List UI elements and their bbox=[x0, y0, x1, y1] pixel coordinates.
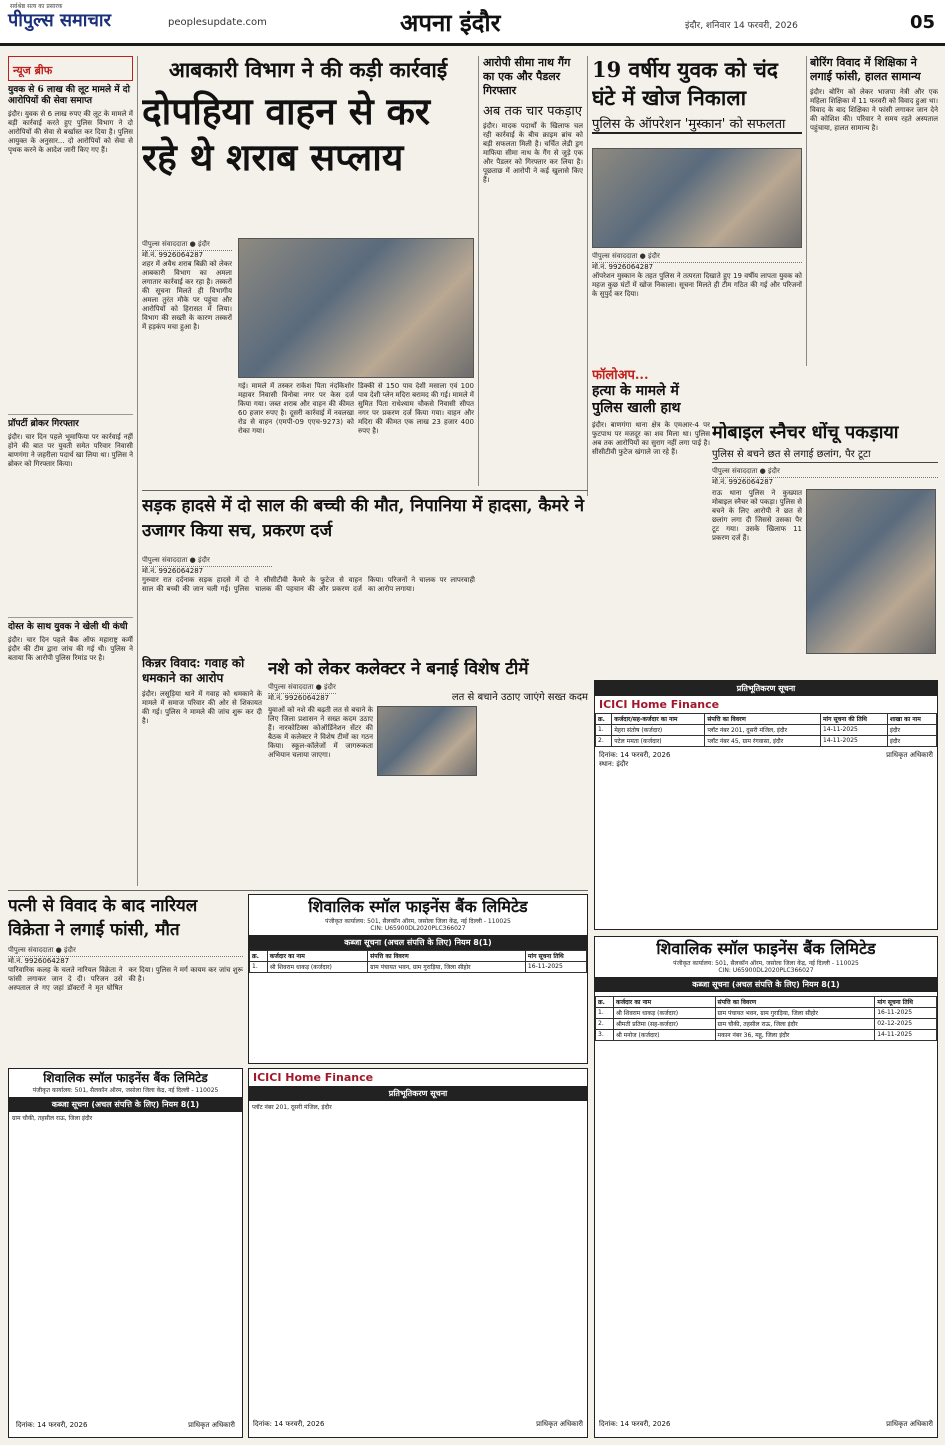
nasha-byline-name: पीपुल्स संवाददाता bbox=[268, 683, 314, 691]
mobile-phone: मो.नं. 9926064287 bbox=[712, 478, 774, 486]
accident-body: गुरुवार रात दर्दनाक सड़क हादसे में दो साल की बच्ची की जान चली गई। पुलिस ने सीसीटीवी कैमरे के फुटेज से वाहन चालक की पहचान की और प्रकरण दर्ज किया। परिजनों ने चालक पर लापरवाही का आरोप लगाया। bbox=[142, 576, 475, 593]
lead-story-headline[interactable]: दोपहिया वाहन से कर रहे थे शराब सप्लाय bbox=[142, 89, 431, 179]
kinnar-body: इंदौर। लसूड़िया थाने में गवाह को धमकाने के मामले में समाज परिवार की ओर से शिकायत की गई। पुलिस ने मामले की जांच शुरू कर दी है। bbox=[142, 690, 262, 725]
lead-body-col2: गई। मामले में तस्कर राकेश पिता नंदकिशोर महावर निवासी विनोबा नगर पर केस दर्ज किया गया। जब्त शराब और वाहन की कीमत 60 हजार रुपए है। दूसरी कार्रवाई में नवलखा रोड से वाहन (एमपी-09 एएच-9273) को रोका गया। bbox=[238, 382, 354, 435]
lead-byline-name: पीपुल्स संवाददाता bbox=[142, 240, 188, 248]
shivalik-title: शिवालिक स्मॉल फाइनेंस बैंक लिमिटेड bbox=[43, 1071, 208, 1085]
nasha-photo bbox=[377, 706, 477, 776]
table-cell: 14-11-2025 bbox=[820, 725, 887, 736]
followup-label: फॉलोअप... bbox=[592, 368, 649, 383]
suicide-byline-place: इंदौर bbox=[64, 946, 76, 954]
news-brief-column bbox=[8, 56, 133, 886]
shivalik-col-header: क्र. bbox=[250, 951, 268, 962]
accident-phone: मो.नं. 9926064287 bbox=[142, 567, 204, 575]
shivalik-table-center bbox=[249, 950, 587, 973]
shivalik-col-header: संपत्ति का विवरण bbox=[368, 951, 526, 962]
icici-bottom-date: दिनांक: 14 फरवरी, 2026 bbox=[253, 1420, 325, 1428]
icici-logo: ICICI Home Finance bbox=[599, 698, 720, 711]
mobile-body: राऊ थाना पुलिस ने कुख्यात मोबाइल स्नैचर को पकड़ा। पुलिस से बचने के लिए आरोपी ने छत से छलांग लगा दी जिससे उसका पैर टूट गया। उसके खिलाफ 11 प्रकरण दर्ज हैं। bbox=[712, 489, 802, 542]
lead-story-header bbox=[142, 56, 474, 236]
mobile-story bbox=[712, 422, 938, 672]
followup-body: इंदौर। बाणगंगा थाना क्षेत्र के एमआर-4 पर फुटपाथ पर मजदूर का शव मिला था। पुलिस अब तक आरोपियों का सुराग नहीं लगा पाई है। सीसीटीवी फुटेज खंगाले जा रहे हैं। bbox=[592, 421, 710, 456]
lead-story-col1 bbox=[142, 240, 232, 484]
brief-2-headline[interactable]: प्रॉपर्टी ब्रोकर गिरफ्तार bbox=[8, 414, 133, 430]
muskaan-byline-place: इंदौर bbox=[648, 252, 660, 260]
table-cell: प्लॉट नंबर 45, ग्राम रंगवासा, इंदौर bbox=[705, 736, 821, 747]
shivalik-ad-right bbox=[594, 936, 938, 1438]
suicide-phone: मो.नं. 9926064287 bbox=[8, 957, 70, 965]
table-row bbox=[596, 1019, 937, 1030]
icici-col-header: कर्जदार/सह-कर्जदार का नाम bbox=[612, 714, 705, 725]
table-cell: श्री शिवराम धाकड़ (कर्जदार) bbox=[267, 962, 367, 973]
shivalik-table-right bbox=[595, 996, 937, 1041]
icici-col-header: मांग सूचना की तिथि bbox=[820, 714, 887, 725]
icici-header-row bbox=[596, 714, 937, 725]
accident-byline-name: पीपुल्स संवाददाता bbox=[142, 556, 188, 564]
table-cell: श्री शिवराम धाकड़ (कर्जदार) bbox=[613, 1008, 715, 1019]
muskaan-byline: पीपुल्स संवाददाता ● इंदौर bbox=[592, 252, 802, 263]
kinnar-story bbox=[142, 656, 262, 886]
followup-story bbox=[592, 365, 710, 670]
icici-ad bbox=[594, 680, 938, 930]
shivalik-title: शिवालिक स्मॉल फाइनेंस बैंक लिमिटेड bbox=[308, 897, 528, 916]
shivalik-ad-left bbox=[8, 1068, 243, 1438]
table-cell: 3. bbox=[596, 1030, 614, 1041]
shivalik-notice: कब्जा सूचना (अचल संपत्ति के लिए) नियम 8(1) bbox=[9, 1097, 242, 1112]
nasha-body-row bbox=[268, 706, 588, 776]
lead-body-col3: डिक्की से 150 पाव देशी मसाला एवं 100 पाव देशी प्लेन मदिरा बरामद की गई। मामले में सुमित पिता राधेश्याम चौकसे निवासी सीपत नगर पर प्रकरण दर्ज किया गया। वाहन और मदिरा की कीमत एक लाख 23 हजार 400 रुपए है। bbox=[358, 382, 474, 435]
table-row bbox=[596, 1008, 937, 1019]
lead-byline: पीपुल्स संवाददाता ● इंदौर bbox=[142, 240, 232, 251]
column-divider bbox=[806, 56, 807, 366]
shivalik-left-signatory: प्राधिकृत अधिकारी bbox=[188, 1421, 235, 1429]
icici-footer bbox=[595, 747, 937, 773]
shivalik-header-row bbox=[250, 951, 587, 962]
table-row bbox=[250, 962, 587, 973]
shivalik-ad-center bbox=[248, 894, 588, 1064]
aropi-story bbox=[483, 56, 583, 486]
lead-story-kicker: आबकारी विभाग ने की कड़ी कार्रवाई bbox=[168, 57, 448, 82]
icici-date-place bbox=[599, 751, 670, 769]
table-cell: इंदौर bbox=[887, 736, 936, 747]
aropi-subheadline: अब तक चार पकड़ाए bbox=[483, 104, 582, 119]
table-row bbox=[596, 736, 937, 747]
boring-story bbox=[810, 56, 938, 366]
shivalik-header-row bbox=[596, 997, 937, 1008]
kinnar-headline[interactable]: किन्नर विवाद: गवाह को धमकाने का आरोप bbox=[142, 656, 245, 685]
table-cell: 1. bbox=[250, 962, 268, 973]
table-cell: 14-11-2025 bbox=[875, 1030, 937, 1041]
table-cell: मेहरा संतोष (कर्जदार) bbox=[612, 725, 705, 736]
table-cell: 14-11-2025 bbox=[820, 736, 887, 747]
nasha-headline[interactable]: नशे को लेकर कलेक्टर ने बनाई विशेष टीमें bbox=[268, 659, 529, 679]
mobile-headline[interactable]: मोबाइल स्नैचर धोंचू पकड़ाया bbox=[712, 422, 899, 443]
website-link[interactable]: peoplesupdate.com bbox=[168, 17, 267, 28]
shivalik-cin: CIN: U65900DL2020PLC366027 bbox=[370, 925, 466, 932]
muskaan-byline-name: पीपुल्स संवाददाता bbox=[592, 252, 638, 260]
suicide-headline[interactable]: पत्नी से विवाद के बाद नारियल विक्रेता ने लगाई फांसी, मौत bbox=[8, 896, 198, 940]
icici-col-header: संपत्ति का विवरण bbox=[705, 714, 821, 725]
aropi-headline[interactable]: आरोपी सीमा नाथ गैंग का एक और पैडलर गिरफ्तार bbox=[483, 56, 571, 97]
suicide-byline-name: पीपुल्स संवाददाता bbox=[8, 946, 54, 954]
shivalik-notice: कब्जा सूचना (अचल संपत्ति के लिए) नियम 8(1) bbox=[249, 935, 587, 950]
shivalik-cin: CIN: U65900DL2020PLC366027 bbox=[718, 967, 814, 974]
table-cell: पटेल ममता (कर्जदार) bbox=[612, 736, 705, 747]
column-divider bbox=[587, 56, 588, 496]
table-cell: 02-12-2025 bbox=[875, 1019, 937, 1030]
dateline: इंदौर, शनिवार 14 फरवरी, 2026 bbox=[685, 21, 798, 31]
icici-notice-heading: प्रतिभूतिकरण सूचना bbox=[249, 1086, 587, 1101]
shivalik-col-header: क्र. bbox=[596, 997, 614, 1008]
shivalik-col-header: कर्जदार का नाम bbox=[267, 951, 367, 962]
mobile-byline-name: पीपुल्स संवाददाता bbox=[712, 467, 758, 475]
aropi-body: इंदौर। मादक पदार्थों के खिलाफ चल रही कार्रवाई के बीच क्राइम ब्रांच को बड़ी सफलता मिली है। चर्चित लेडी ड्रग माफिया सीमा नाथ के गैंग से जुड़े एक और पैडलर को गिरफ्तार कर लिया है। पूछताछ में आरोपी ने कई खुलासे किए हैं। bbox=[483, 122, 583, 184]
table-row bbox=[596, 1030, 937, 1041]
shivalik-col-header: मांग सूचना तिथि bbox=[525, 951, 586, 962]
icici-col-header: शाखा का नाम bbox=[887, 714, 936, 725]
nasha-body: युवाओं को नशे की बढ़ती लत से बचाने के लिए जिला प्रशासन ने सख्त कदम उठाए हैं। नारकोटिक्स कोऑर्डिनेशन सेंटर की बैठक में कलेक्टर ने विशेष टीमों का गठन किया। स्कूल-कॉलेजों में जागरूकता अभियान चलाया जाएगा। bbox=[268, 706, 373, 759]
icici-bottom-signatory: प्राधिकृत अधिकारी bbox=[536, 1420, 583, 1428]
icici-logo: ICICI Home Finance bbox=[253, 1071, 374, 1084]
mobile-body-row bbox=[712, 489, 938, 654]
table-cell: ग्राम पंचायत भवन, ग्राम गुराड़िया, जिला सीहोर bbox=[368, 962, 526, 973]
lead-story-photo bbox=[238, 238, 474, 378]
shivalik-address: पंजीकृत कार्यालय: 501, सैलकॉन ऑरम, जसोला जिला केंद्र, नई दिल्ली - 110025 bbox=[325, 918, 511, 925]
shivalik-right-footer bbox=[595, 1416, 937, 1433]
brief-3-headline[interactable]: दोस्त के साथ युवक ने खेली थी कंधी bbox=[8, 617, 133, 633]
shivalik-right-signatory: प्राधिकृत अधिकारी bbox=[886, 1420, 933, 1428]
muskaan-headline[interactable]: 19 वर्षीय युवक को चंद घंटे में खोज निकाला bbox=[592, 57, 778, 110]
suicide-story bbox=[8, 894, 243, 1064]
mobile-subheadline: पुलिस से बचने छत से लगाई छलांग, पैर टूटा bbox=[712, 446, 938, 463]
shivalik-col-header: मांग सूचना तिथि bbox=[875, 997, 937, 1008]
icici-notice-heading: प्रतिभूतिकरण सूचना bbox=[595, 681, 937, 696]
brief-2-body: इंदौर। चार दिन पहले भूमाफिया पर कार्रवाई नहीं होने की बात पर युवती समेत परिवार निवासी बाणगंगा ने जहरीला पदार्थ खा लिया था। पुलिस ने ब्रोकर को गिरफ्तार किया। bbox=[8, 433, 133, 468]
boring-body: इंदौर। बोरिंग को लेकर भाजपा नेत्री और एक महिला शिक्षिका में 11 फरवरी को विवाद हुआ था। विवाद के बाद शिक्षिका ने फांसी लगाकर जान देने की कोशिश की। परिवार ने समय रहते अस्पताल पहुंचाया, हालत सामान्य है। bbox=[810, 88, 938, 132]
nasha-meta-row bbox=[268, 683, 588, 703]
masthead-tag: सर्वश्रेष्ठ सत्य का प्रसारक bbox=[10, 3, 63, 10]
suicide-byline: पीपुल्स संवाददाता ● इंदौर bbox=[8, 946, 243, 957]
shivalik-notice: कब्जा सूचना (अचल संपत्ति के लिए) नियम 8(1) bbox=[595, 977, 937, 992]
accident-byline-place: इंदौर bbox=[198, 556, 210, 564]
shivalik-address: पंजीकृत कार्यालय: 501, सैलकॉन ऑरम, जसोला जिला केंद्र, नई दिल्ली - 110025 bbox=[673, 960, 859, 967]
shivalik-left-date: दिनांक: 14 फरवरी, 2026 bbox=[16, 1421, 88, 1429]
icici-date: दिनांक: 14 फरवरी, 2026 bbox=[599, 751, 671, 759]
shivalik-right-date: दिनांक: 14 फरवरी, 2026 bbox=[599, 1420, 671, 1428]
icici-bottom-body: प्लॉट नंबर 201, दूसरी मंजिल, इंदौर bbox=[252, 1104, 332, 1111]
table-cell: प्लॉट नंबर 201, दूसरी मंजिल, इंदौर bbox=[705, 725, 821, 736]
table-cell: ग्राम चौकी, तहसील राऊ, जिला इंदौर bbox=[715, 1019, 875, 1030]
accident-byline: पीपुल्स संवाददाता ● इंदौर bbox=[142, 556, 272, 567]
table-cell: 2. bbox=[596, 736, 612, 747]
newspaper-logo[interactable]: पीपुल्स समाचार bbox=[8, 10, 111, 31]
table-cell: 1. bbox=[596, 725, 612, 736]
icici-signatory: प्राधिकृत अधिकारी bbox=[886, 751, 933, 759]
lead-body-col1: शहर में अवैध शराब बिक्री को लेकर आबकारी विभाग का अमला लगातार कार्रवाई कर रहा है। तस्करों की सूचना मिलते ही विभागीय अमला तुरंत मौके पर पहुंचा और आरोपियों को हिरासत में लिया। विभाग की सख्ती के कारण तस्करों में हड़कंप मचा हुआ है। bbox=[142, 260, 232, 331]
column-divider bbox=[137, 56, 138, 886]
lead-story-col3 bbox=[358, 382, 474, 482]
nasha-subheadline: लत से बचाने उठाए जाएंगे सख्त कदम bbox=[451, 692, 588, 703]
accident-story-header bbox=[142, 494, 588, 554]
lead-phone: मो.नं. 9926064287 bbox=[142, 251, 204, 259]
followup-headline[interactable]: हत्या के मामले में पुलिस खाली हाथ bbox=[592, 383, 681, 416]
table-cell: 1. bbox=[596, 1008, 614, 1019]
section-divider bbox=[8, 890, 588, 891]
shivalik-col-header: संपत्ति का विवरण bbox=[715, 997, 875, 1008]
nasha-byline-box bbox=[268, 683, 336, 703]
muskaan-phone: मो.नं. 9926064287 bbox=[592, 263, 654, 271]
muskaan-photo bbox=[592, 148, 802, 248]
accident-headline[interactable]: सड़क हादसे में दो साल की बच्ची की मौत, निपानिया में हादसा, कैमरे ने उजागर किया सच, प्रकरण दर्ज bbox=[142, 496, 585, 541]
mobile-byline-place: इंदौर bbox=[768, 467, 780, 475]
mobile-byline: पीपुल्स संवाददाता ● इंदौर bbox=[712, 467, 938, 478]
shivalik-title: शिवालिक स्मॉल फाइनेंस बैंक लिमिटेड bbox=[656, 939, 876, 958]
table-cell: इंदौर bbox=[887, 725, 936, 736]
accident-story-body bbox=[142, 556, 588, 651]
icici-table bbox=[595, 713, 937, 747]
icici-ad-bottom bbox=[248, 1068, 588, 1438]
suicide-body: पारिवारिक कलह के चलते नारियल विक्रेता ने फांसी लगाकर जान दे दी। परिजन उसे अस्पताल ले गए जहां डॉक्टरों ने मृत घोषित कर दिया। पुलिस ने मर्ग कायम कर जांच शुरू की है। bbox=[8, 966, 243, 992]
muskaan-story-body bbox=[592, 252, 802, 362]
table-cell: मकान नंबर 36, महू, जिला इंदौर bbox=[715, 1030, 875, 1041]
page-number: 05 bbox=[909, 12, 935, 33]
news-brief-label: न्यूज ब्रीफ bbox=[13, 64, 53, 77]
nasha-phone: मो.नं. 9926064287 bbox=[268, 694, 330, 702]
muskaan-body: ऑपरेशन मुस्कान के तहत पुलिस ने तत्परता दिखाते हुए 19 वर्षीय लापता युवक को महज कुछ घंटों में खोज निकाला। सूचना मिलते ही टीम गठित की गई और परिजनों के सुपुर्द कर दिया। bbox=[592, 272, 802, 298]
masthead bbox=[0, 0, 945, 46]
mobile-photo bbox=[806, 489, 936, 654]
shivalik-address: पंजीकृत कार्यालय: 501, सैलकॉन ऑरम, जसोला जिला केंद्र, नई दिल्ली - 110025 bbox=[32, 1087, 219, 1094]
table-cell: श्रीमती प्रतिमा (सह-कर्जदार) bbox=[613, 1019, 715, 1030]
brief-1-headline[interactable]: युवक से 6 लाख की लूट मामले में दो आरोपियों की सेवा समाप्त bbox=[8, 85, 130, 106]
icici-place: स्थान: इंदौर bbox=[599, 760, 629, 768]
section-title: अपना इंदौर bbox=[400, 8, 501, 37]
brief-1-body: इंदौर। युवक से 6 लाख रुपए की लूट के मामले में बड़ी कार्रवाई करते हुए पुलिस विभाग ने दो आरोपियों की सेवा से बर्खास्त कर दिया है। पुलिस आयुक्त के अनुसार... दो आरोपियों को सेवा से पृथक करने के आदेश जारी किए गए हैं। bbox=[8, 110, 133, 154]
muskaan-subheadline: पुलिस के ऑपरेशन 'मुस्कान' को सफलता bbox=[592, 114, 802, 134]
column-divider bbox=[478, 56, 479, 486]
table-cell: 16-11-2025 bbox=[875, 1008, 937, 1019]
lead-story-col2 bbox=[238, 382, 354, 482]
nasha-byline-place: इंदौर bbox=[324, 683, 336, 691]
section-divider bbox=[142, 490, 588, 491]
nasha-story bbox=[268, 656, 588, 886]
table-cell: 2. bbox=[596, 1019, 614, 1030]
table-cell: 16-11-2025 bbox=[525, 962, 586, 973]
table-cell: श्री मनोज (कर्जदार) bbox=[613, 1030, 715, 1041]
lead-byline-place: इंदौर bbox=[198, 240, 210, 248]
shivalik-col-header: कर्जदार का नाम bbox=[613, 997, 715, 1008]
boring-headline[interactable]: बोरिंग विवाद में शिक्षिका ने लगाई फांसी, हालत सामान्य bbox=[810, 56, 921, 83]
nasha-byline: पीपुल्स संवाददाता ● इंदौर bbox=[268, 683, 336, 694]
icici-col-header: क्र. bbox=[596, 714, 612, 725]
icici-bottom-footer bbox=[249, 1416, 587, 1433]
table-row bbox=[596, 725, 937, 736]
shivalik-left-body: ग्राम चौकी, तहसील राऊ, जिला इंदौर bbox=[12, 1115, 93, 1122]
news-brief-label-box bbox=[8, 56, 133, 81]
brief-3-body: इंदौर। चार दिन पहले बैंक ऑफ महाराष्ट्र कर्मी इंदौर की टीम द्वारा जांच की गई थी। पुलिस ने बताया कि आरोपी पुलिस रिमांड पर है। bbox=[8, 636, 133, 662]
table-cell: ग्राम पंचायत भवन, ग्राम गुराड़िया, जिला सीहोर bbox=[715, 1008, 875, 1019]
